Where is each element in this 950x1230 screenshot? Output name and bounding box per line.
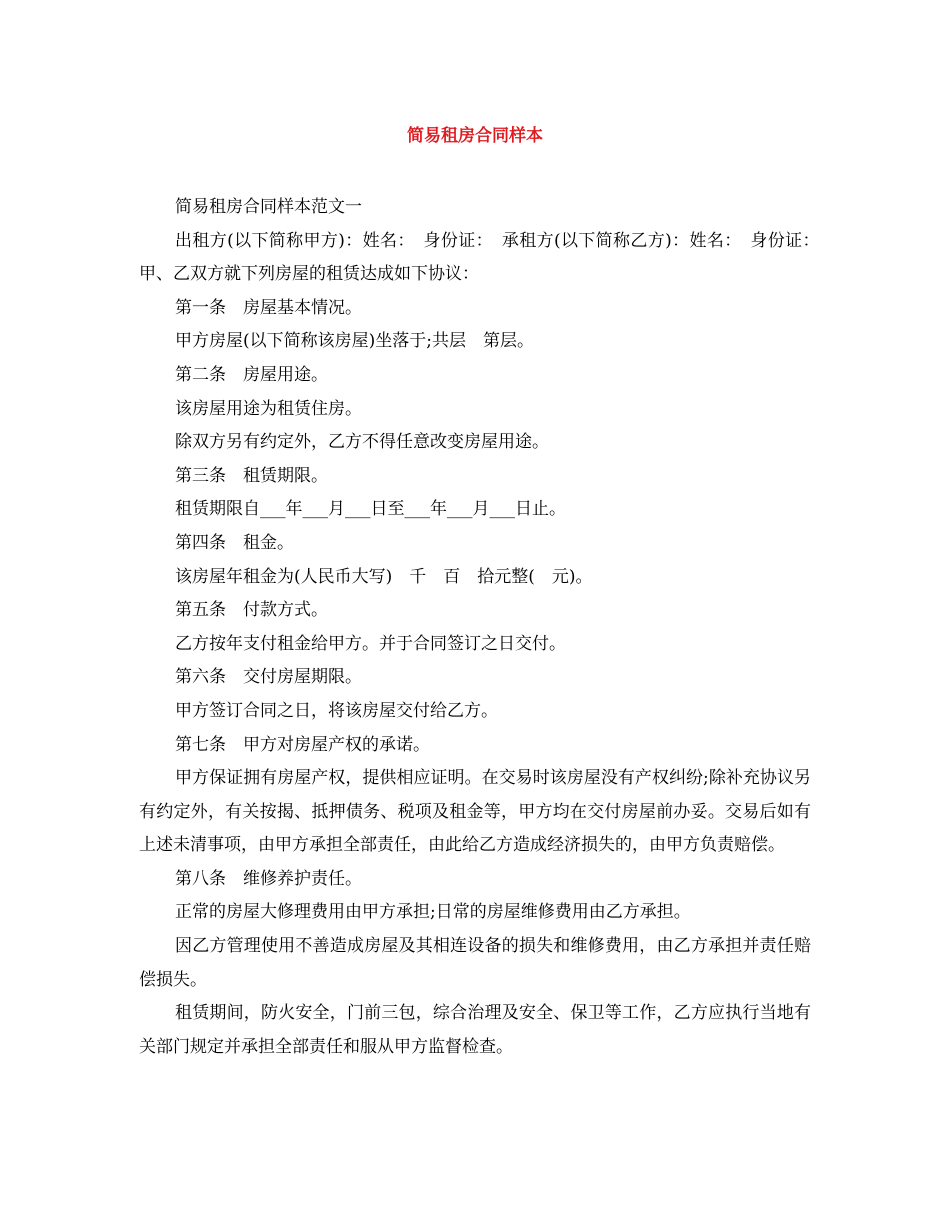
paragraph-article-6-title: 第六条 交付房屋期限。: [175, 667, 362, 688]
paragraph-article-2-body-1: 该房屋用途为租赁住房。: [175, 398, 362, 419]
paragraph-article-2-body-2: 除双方另有约定外，乙方不得任意改变房屋用途。: [175, 432, 549, 453]
paragraph-heading-sample: 简易租房合同样本范文一: [175, 197, 362, 217]
paragraph-article-4-title: 第四条 租金。: [175, 532, 294, 553]
paragraph-parties: 出租方(以下简称甲方)：姓名： 身份证： 承租方(以下简称乙方)：姓名： 身份证： 甲、乙双方就下列房屋的租赁达成如下协议：: [139, 230, 828, 285]
paragraph-article-5-body: 乙方按年支付租金给甲方。并于合同签订之日交付。: [175, 633, 566, 654]
paragraph-article-7-body: 甲方保证拥有房屋产权，提供相应证明。在交易时该房屋没有产权纠纷;除补充协议另有约定外，有关按揭、抵押债务、税项及租金等，甲方均在交付房屋前办妥。交易后如有上述未清事项，由甲方承担全部责任，由此给乙方造成经济损失的，由甲方负责赔偿。: [139, 768, 811, 856]
paragraph-article-4-body: 该房屋年租金为(人民币大写) 千 百 拾元整( 元)。: [175, 566, 593, 587]
paragraph-article-3-title: 第三条 租赁期限。: [175, 465, 328, 486]
paragraph-article-8-body-3: 租赁期间，防火安全，门前三包，综合治理及安全、保卫等工作，乙方应执行当地有关部门规定并承担全部责任和服从甲方监督检查。: [139, 1003, 811, 1057]
paragraph-article-6-body: 甲方签订合同之日，将该房屋交付给乙方。: [175, 700, 498, 721]
paragraph-article-8-body-2: 因乙方管理使用不善造成房屋及其相连设备的损失和维修费用，由乙方承担并责任赔偿损失。: [139, 936, 811, 990]
paragraph-article-7-title: 第七条 甲方对房屋产权的承诺。: [175, 734, 430, 755]
paragraph-article-3-body: 租赁期限自___年___月___日至___年___月___日止。: [175, 499, 566, 520]
document-body: [139, 191, 828, 1064]
paragraph-article-5-title: 第五条 付款方式。: [175, 600, 328, 621]
paragraph-article-8-title: 第八条 维修养护责任。: [175, 868, 362, 889]
document-title: 简易租房合同样本: [407, 126, 543, 146]
paragraph-article-2-title: 第二条 房屋用途。: [175, 364, 328, 385]
paragraph-article-1-title: 第一条 房屋基本情况。: [175, 297, 362, 318]
paragraph-article-8-body-1: 正常的房屋大修理费用由甲方承担;日常的房屋维修费用由乙方承担。: [175, 902, 691, 923]
paragraph-article-1-body: 甲方房屋(以下简称该房屋)坐落于;共层 第层。: [175, 331, 534, 352]
